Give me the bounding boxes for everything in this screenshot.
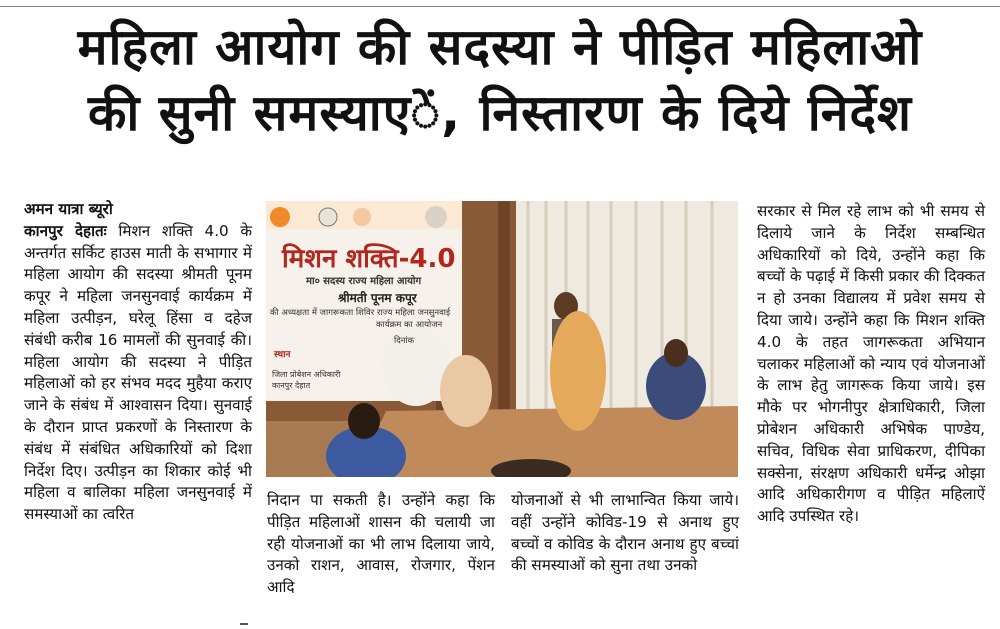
- byline: अमन यात्रा ब्यूरो: [24, 200, 113, 218]
- paragraph-6: इस मौके पर भोगनीपुर क्षेत्राधिकारी, जिला प्रोबेशन अधिकारी अभिषेक पाण्डेय, सचिव, विधिक सेवा प्राधिकरण, दीपिका सक्सेना, संरक्षण अधिकारी धर्मेन्द्र ओझा आदि अधिकारीगण व पीड़ित महिलाऐं आदि उपस्थित रहे।: [757, 376, 985, 526]
- banner-subtitle: मा० सदस्य राज्य महिला आयोग: [306, 276, 422, 287]
- top-rule: [0, 0, 1000, 7]
- dateline: कानपुर देहातः: [24, 221, 107, 240]
- banner-place: स्थान: [274, 350, 291, 360]
- paragraph-1: मिशन शक्ति 4.0 के अन्तर्गत सर्किट हाउस माती के सभागार में महिला आयोग की सदस्या श्रीमती पूनम कपूर ने महिला जनसुनवाई कार्यक्रम में महिला उत्पीड़न, घरेलू हिंसा व दहेज संबंधी करीब 16 मामलों की सुनवाई की।: [24, 221, 252, 349]
- banner-line-2: कार्यक्रम का आयोजन: [376, 320, 443, 330]
- banner-line: की अध्यक्षता में जागरूकता शिविर राज्य महिला जनसुनवाई: [270, 308, 451, 318]
- headline-line-1: महिला आयोग की सदस्या ने पीड़ित महिलाओ: [77, 18, 923, 76]
- banner-org: जिला प्रोबेशन अधिकारी कानपुर देहात: [272, 370, 341, 390]
- article-column-2: [267, 490, 495, 599]
- paragraph-4: योजनाओं से भी लाभान्वित किया जाये। वहीं उन्होंने कोविड-19 से अनाथ हुए बच्चों व कोविड के दौरान अनाथ हुए बच्चां की समस्याओं को सुना तथा उनको: [511, 491, 739, 575]
- paragraph-5: सरकार से मिल रहे लाभ को भी समय से दिलाये जाने के निर्देश सम्बन्धित अधिकारियों को दिये, उन्होंने कहा कि बच्चों के पढ़ाई में किसी प्रकार की दिक्कत न हो उनका विद्यालय में प्रवेश समय से दिया जाये। उन्होंने कहा कि मिशन शक्ति 4.0 के तहत जागरूकता अभियान चलाकर महिलाओं को न्याय एवं योजनाओं के लाभ हेतु जागरूक किया जाये।: [757, 202, 985, 395]
- headline-line-2: की सुनी समस्याएें, निस्तारण के दिये निर्देश: [87, 84, 913, 142]
- paragraph-3: निदान पा सकती है। उन्होंने कहा कि पीड़ित महिलाओं शासन की चलायी जा रही योजनाओं का भी लाभ दिलाया जाये, उनको राशन, आवास, रोजगार, पेंशन आदि: [267, 491, 495, 597]
- article-column-1: [24, 199, 252, 526]
- banner-date: दिनांक: [394, 336, 415, 346]
- headline: [0, 14, 1000, 146]
- article-column-3: [511, 490, 739, 577]
- article-column-4: [757, 201, 985, 528]
- news-photo: [266, 201, 738, 477]
- banner-title: मिशन शक्ति-4.0: [282, 244, 456, 274]
- bottom-mark: [240, 623, 248, 625]
- banner-name: श्रीमती पूनम कपूर: [338, 291, 417, 305]
- paragraph-2: महिला आयोग की सदस्या ने पीड़ित महिलाओं को हर संभव मदद मुहैया कराए जाने के संबंध में आश्वासन दिया। सुनवाई के दौरान प्राप्त प्रकरणों के निस्तारण के संबंध में संबंधित अधिकारियों को दिशा निर्देश दिए। उत्पीड़न का शिकार कोई भी महिला व बालिका महिला जनसुनवाई में समस्याओं का त्वरित: [24, 352, 252, 524]
